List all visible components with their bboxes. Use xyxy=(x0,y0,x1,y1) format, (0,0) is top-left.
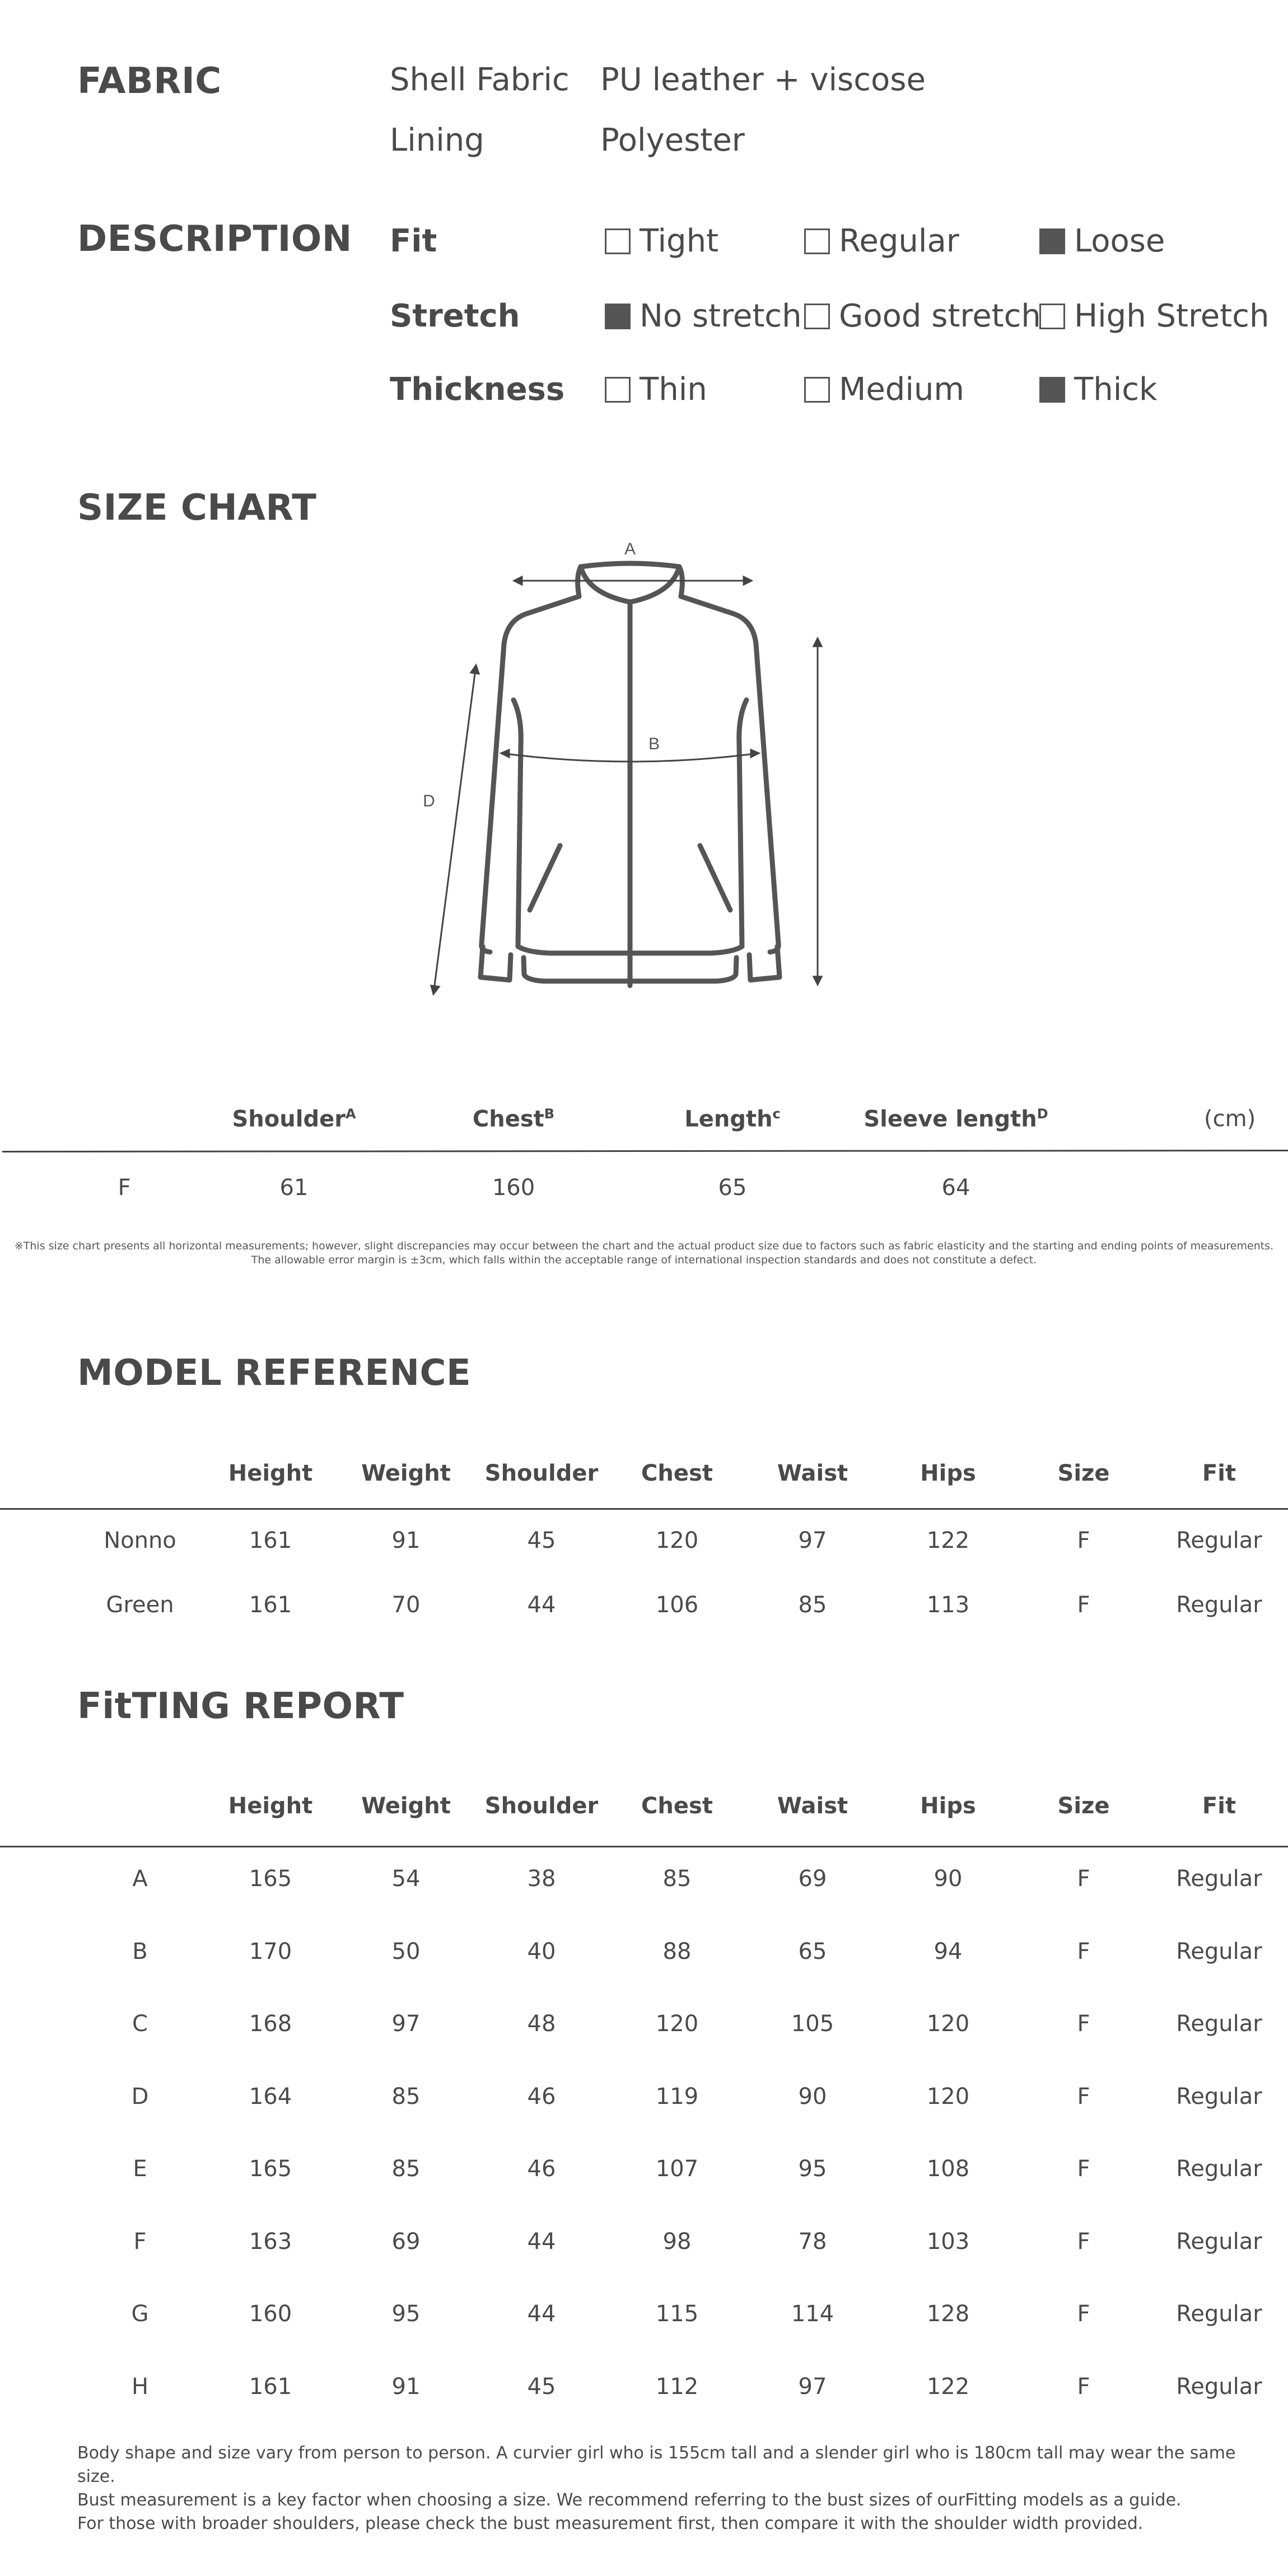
label-b: B xyxy=(648,735,660,753)
note-line: For those with broader shoulders, please check the bust measurement first, then compare it with the shoulder width provided. xyxy=(77,2514,1144,2533)
option-fit-loose: Loose xyxy=(1039,223,1165,259)
fitting-report-title: FitTING REPORT xyxy=(77,1686,404,1727)
table-row: Green 161 70 44 106 85 113 F Regular xyxy=(106,1592,1262,1618)
table-header xyxy=(0,1460,1288,1494)
column-header: Size xyxy=(1057,1793,1110,1819)
table-cell: 48 xyxy=(527,2011,556,2037)
table-cell: 164 xyxy=(249,2083,292,2110)
table-cell: 46 xyxy=(527,2156,556,2182)
arrow-down-icon xyxy=(431,986,439,994)
table-cell: 103 xyxy=(926,2228,970,2255)
table-cell: 170 xyxy=(249,1938,292,1964)
table-row: Nonno 161 91 45 120 97 122 F Regular xyxy=(104,1528,1262,1553)
arrow-right-icon xyxy=(744,577,752,585)
option-stretch-high: High Stretch xyxy=(1039,298,1270,334)
table-cell: 97 xyxy=(391,2011,421,2037)
checkbox-empty-icon xyxy=(605,228,631,254)
table-cell: 90 xyxy=(934,1866,963,1892)
arrow-up-icon xyxy=(814,638,822,646)
table-divider xyxy=(0,1846,1288,1847)
table-cell: F xyxy=(1077,2156,1090,2182)
table-cell: 69 xyxy=(798,1866,827,1892)
size-header-sleeve: Sleeve length$^D$ xyxy=(864,1106,1048,1132)
table-cell: Regular xyxy=(1176,2156,1262,2182)
table-cell: 85 xyxy=(391,2083,421,2110)
column-header: Hips xyxy=(920,1460,976,1486)
column-header: Shoulder xyxy=(484,1460,599,1486)
option-stretch-none: No stretch xyxy=(605,298,802,334)
arrow-left-icon xyxy=(514,577,522,585)
table-divider xyxy=(0,1508,1288,1510)
table-cell: 94 xyxy=(934,1938,963,1964)
size-header-chest: Chest$^B$ xyxy=(472,1106,555,1132)
column-header: Waist xyxy=(777,1460,848,1486)
column-header: Height xyxy=(228,1460,313,1486)
table-cell: 95 xyxy=(391,2301,421,2327)
label-d: D xyxy=(423,792,435,810)
fabric-value-shell: PU leather + viscose xyxy=(600,62,926,98)
table-cell: 165 xyxy=(249,1866,292,1892)
table-cell: 115 xyxy=(655,2301,699,2327)
table-cell: 69 xyxy=(391,2228,421,2255)
table-row xyxy=(0,2229,1288,2262)
table-cell: 97 xyxy=(798,2373,827,2400)
table-cell: 119 xyxy=(655,2083,699,2110)
table-cell: 78 xyxy=(798,2228,827,2255)
checkbox-empty-icon xyxy=(1039,304,1065,329)
checkbox-empty-icon xyxy=(605,377,631,403)
column-header: Weight xyxy=(361,1460,451,1486)
size-disclaimer: ※This size chart presents all horizontal measurements; however, slight discrepancies may occur between the chart and the actual product size due to factors such as fabric elasticity and the starting and ending points of measurements. The allowable error margin is ±3cm, which falls within the acceptable range of international inspection standards and does not constitute a defect. xyxy=(14,1240,1274,1266)
table-cell: F xyxy=(1077,1938,1090,1964)
column-header: Fit xyxy=(1202,1460,1236,1486)
table-cell: Regular xyxy=(1176,2301,1262,2327)
table-cell: 122 xyxy=(926,2373,970,2400)
measurement-lines xyxy=(431,577,822,994)
row-label: H xyxy=(131,2373,149,2400)
fabric-title: FABRIC xyxy=(77,60,222,102)
table-cell: 45 xyxy=(527,2373,556,2400)
measure-d-line xyxy=(433,665,476,994)
note-line: Bust measurement is a key factor when choosing a size. We recommend referring to the bust sizes of ourFitting models as a guide. xyxy=(77,2490,1182,2510)
table-cell: 165 xyxy=(249,2156,292,2182)
option-thickness-thin: Thin xyxy=(605,371,707,408)
size-chart-title: SIZE CHART xyxy=(77,487,317,529)
table-cell: F xyxy=(1077,1866,1090,1892)
table-cell: 105 xyxy=(791,2011,834,2037)
fabric-label-lining: Lining xyxy=(390,122,484,158)
row-label: G xyxy=(131,2301,149,2327)
table-cell: F xyxy=(1077,2301,1090,2327)
jacket-diagram xyxy=(392,532,874,1025)
arrow-down-icon xyxy=(814,977,822,984)
table-cell: 85 xyxy=(662,1866,692,1892)
arrow-right-icon xyxy=(751,750,759,757)
size-value-length: 65 xyxy=(718,1175,747,1201)
table-cell: 112 xyxy=(655,2373,699,2400)
option-fit-regular: Regular xyxy=(804,223,959,259)
table-cell: 160 xyxy=(249,2301,292,2327)
size-header-length: Length$^c$ xyxy=(684,1106,781,1132)
size-value-chest: 160 xyxy=(492,1175,535,1201)
table-cell: 120 xyxy=(926,2011,970,2037)
table-cell: Regular xyxy=(1176,2373,1262,2400)
column-header: Waist xyxy=(777,1793,848,1819)
row-label: F xyxy=(133,2228,147,2255)
table-row xyxy=(0,2011,1288,2045)
label-a: A xyxy=(624,540,636,558)
row-label: D xyxy=(131,2083,149,2110)
table-cell: 91 xyxy=(391,2373,421,2400)
table-row xyxy=(0,2301,1288,2335)
table-cell: Regular xyxy=(1176,2083,1262,2110)
size-value-shoulder: 61 xyxy=(279,1175,309,1201)
table-row xyxy=(0,1866,1288,1900)
table-cell: 50 xyxy=(391,1938,421,1964)
column-header: Shoulder xyxy=(484,1793,599,1819)
column-header: Weight xyxy=(361,1793,451,1819)
table-cell: Regular xyxy=(1176,1866,1262,1892)
row-label: E xyxy=(133,2156,147,2182)
column-header: Hips xyxy=(920,1793,976,1819)
checkbox-filled-icon xyxy=(605,304,631,329)
description-label-stretch: Stretch xyxy=(390,298,520,334)
arrow-left-icon xyxy=(501,750,509,757)
table-cell: 161 xyxy=(249,2373,292,2400)
table-cell: Regular xyxy=(1176,2228,1262,2255)
table-cell: F xyxy=(1077,2373,1090,2400)
table-cell: Regular xyxy=(1176,1938,1262,1964)
table-cell: 95 xyxy=(798,2156,827,2182)
table-cell: 44 xyxy=(527,2228,556,2255)
checkbox-empty-icon xyxy=(804,228,830,254)
checkbox-filled-icon xyxy=(1039,228,1065,254)
row-label: B xyxy=(132,1938,148,1964)
checkbox-empty-icon xyxy=(804,304,830,329)
table-header xyxy=(0,1793,1288,1827)
description-label-thickness: Thickness xyxy=(390,371,565,408)
fitting-notes xyxy=(77,2442,1253,2536)
table-cell: 65 xyxy=(798,1938,827,1964)
checkbox-empty-icon xyxy=(804,377,830,403)
table-cell: F xyxy=(1077,2011,1090,2037)
model-reference-title: MODEL REFERENCE xyxy=(77,1352,472,1394)
arrow-up-icon xyxy=(471,665,479,674)
row-label: A xyxy=(132,1866,148,1892)
table-cell: F xyxy=(1077,2083,1090,2110)
jacket-outline xyxy=(480,563,780,986)
column-header: Height xyxy=(228,1793,313,1819)
option-stretch-good: Good stretch xyxy=(804,298,1041,334)
size-row-label: F xyxy=(118,1175,131,1201)
table-cell: 44 xyxy=(527,2301,556,2327)
description-title: DESCRIPTION xyxy=(77,218,352,260)
table-cell: 98 xyxy=(662,2228,692,2255)
description-label-fit: Fit xyxy=(390,223,437,259)
table-cell: 54 xyxy=(391,1866,421,1892)
size-unit: (cm) xyxy=(1204,1106,1256,1132)
column-header: Chest xyxy=(641,1793,713,1819)
table-row xyxy=(0,2374,1288,2407)
table-cell: 38 xyxy=(527,1866,556,1892)
table-cell: 114 xyxy=(791,2301,834,2327)
option-thickness-thick: Thick xyxy=(1039,371,1157,408)
table-cell: 120 xyxy=(655,2011,699,2037)
size-header-shoulder: Shoulder$^A$ xyxy=(232,1106,356,1132)
table-cell: 40 xyxy=(527,1938,556,1964)
column-header: Fit xyxy=(1202,1793,1236,1819)
table-cell: 120 xyxy=(926,2083,970,2110)
row-label: C xyxy=(132,2011,148,2037)
fabric-value-lining: Polyester xyxy=(600,122,745,158)
table-cell: Regular xyxy=(1176,2011,1262,2037)
note-line: Body shape and size vary from person to person. A curvier girl who is 155cm tall and a slender girl who is 180cm tall may wear the same size. xyxy=(77,2443,1236,2486)
fabric-label-shell: Shell Fabric xyxy=(390,62,570,98)
checkbox-filled-icon xyxy=(1039,377,1065,403)
table-cell: 88 xyxy=(662,1938,692,1964)
option-thickness-medium: Medium xyxy=(804,371,964,408)
table-cell: 163 xyxy=(249,2228,292,2255)
table-cell: 46 xyxy=(527,2083,556,2110)
size-chart-divider xyxy=(2,1150,1288,1152)
table-cell: 168 xyxy=(249,2011,292,2037)
table-cell: 90 xyxy=(798,2083,827,2110)
size-value-sleeve: 64 xyxy=(941,1175,970,1201)
table-cell: F xyxy=(1077,2228,1090,2255)
table-row xyxy=(0,1939,1288,1972)
column-header: Chest xyxy=(641,1460,713,1486)
option-fit-tight: Tight xyxy=(605,223,718,259)
table-row xyxy=(0,2156,1288,2190)
table-cell: 85 xyxy=(391,2156,421,2182)
table-cell: 107 xyxy=(655,2156,699,2182)
table-row xyxy=(0,2084,1288,2117)
column-header: Size xyxy=(1057,1460,1110,1486)
table-cell: 128 xyxy=(926,2301,970,2327)
table-cell: 108 xyxy=(926,2156,970,2182)
